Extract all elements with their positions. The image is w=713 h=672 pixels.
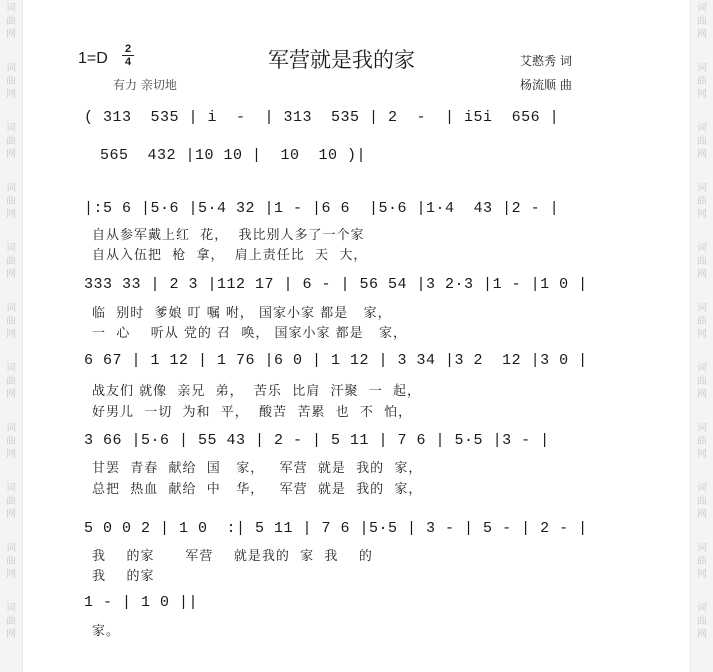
watermark-glyph: 网 [6,509,16,520]
watermark-glyph: 网 [6,29,16,40]
notation-row-8: 1 - | 1 0 || [84,594,199,611]
watermark-glyph: 曲 [6,616,16,627]
watermark-glyph: 词 [6,303,16,314]
notation-row-5: 6 67 | 1 12 | 1 76 |6 0 | 1 12 | 3 34 |3 2 12 |3 0 | [84,352,588,369]
watermark-glyph: 词 [6,363,16,374]
time-top: 2 [124,43,132,55]
watermark-glyph: 词 [6,603,16,614]
watermark-glyph: 网 [697,269,707,280]
lyric-line-2b: 一 心 听从 党的 召 唤， 国家小家 都是 家， [92,326,407,341]
song-title: 军营就是我的家 [268,48,415,72]
lyric-line-2a: 临 别时 爹娘 叮 嘱 咐， 国家小家 都是 家， [92,306,392,321]
watermark-glyph: 网 [6,329,16,340]
watermark-glyph: 网 [697,389,707,400]
expression-mark: 有力 亲切地 [113,78,177,92]
notation-row-6: 3 66 |5·6 | 55 43 | 2 - | 5 11 | 7 6 | 5·5 |3 - | [84,432,550,449]
lyric-line-6: 家。 [92,624,121,639]
notation-row-1: ( 313 535 | i - | 313 535 | 2 - | i5i 656 | [84,109,560,126]
watermark-glyph: 词 [697,543,707,554]
watermark-glyph: 词 [697,423,707,434]
watermark-glyph: 词 [697,363,707,374]
watermark-glyph: 网 [6,569,16,580]
watermark-glyph: 网 [697,509,707,520]
lyricist-credit: 艾憨秀 词 [520,54,572,68]
lyric-line-5a: 我 的家 军营 就是我的 家 我 的 [92,549,373,564]
watermark-glyph: 网 [697,329,707,340]
watermark-glyph: 词 [697,303,707,314]
watermark-glyph: 词 [697,3,707,14]
watermark-glyph: 曲 [6,136,16,147]
lyric-line-3b: 好男儿 一切 为和 平， 酸苦 苦累 也 不 怕， [92,405,413,420]
watermark-glyph: 网 [697,89,707,100]
watermark-glyph: 网 [6,389,16,400]
watermark-glyph: 曲 [697,136,707,147]
watermark-glyph: 词 [697,483,707,494]
lyric-line-5b: 我 的家 [92,569,155,584]
watermark-glyph: 词 [6,123,16,134]
watermark-glyph: 曲 [6,556,16,567]
watermark-glyph: 词 [697,63,707,74]
watermark-glyph: 网 [697,449,707,460]
notation-row-2: 565 432 |10 10 | 10 10 )| [100,147,367,164]
composer-credit: 杨流顺 曲 [520,78,572,92]
watermark-glyph: 曲 [697,556,707,567]
watermark-glyph: 网 [6,269,16,280]
lyric-line-4a: 甘罢 青春 献给 国 家， 军营 就是 我的 家， [92,461,423,476]
watermark-glyph: 曲 [697,16,707,27]
watermark-glyph: 网 [697,149,707,160]
watermark-glyph: 词 [6,243,16,254]
watermark-glyph: 词 [6,63,16,74]
lyric-line-1b: 自从入伍把 枪 拿， 肩上责任比 天 大， [92,248,368,263]
time-bottom: 4 [124,56,132,68]
time-signature [122,44,134,67]
watermark-glyph: 曲 [697,256,707,267]
watermark-glyph: 词 [697,123,707,134]
watermark-glyph: 词 [6,3,16,14]
watermark-glyph: 曲 [697,196,707,207]
lyric-line-1a: 自从参军戴上红 花， 我比别人多了一个家 [92,228,365,243]
watermark-glyph: 曲 [6,316,16,327]
watermark-glyph: 曲 [6,436,16,447]
watermark-glyph: 曲 [697,376,707,387]
key-signature: 1=D [78,50,108,67]
watermark-glyph: 网 [697,629,707,640]
watermark-glyph: 网 [6,449,16,460]
watermark-glyph: 曲 [6,256,16,267]
watermark-glyph: 曲 [6,376,16,387]
watermark-glyph: 曲 [6,16,16,27]
watermark-glyph: 词 [697,603,707,614]
watermark-glyph: 网 [6,149,16,160]
watermark-glyph: 曲 [697,76,707,87]
watermark-glyph: 词 [697,243,707,254]
watermark-glyph: 词 [6,543,16,554]
watermark-glyph: 词 [697,183,707,194]
notation-row-7: 5 0 0 2 | 1 0 :| 5 11 | 7 6 |5·5 | 3 - | 5 - | 2 - | [84,520,588,537]
watermark-glyph: 词 [6,483,16,494]
watermark-glyph: 网 [6,89,16,100]
lyric-line-4b: 总把 热血 献给 中 华， 军营 就是 我的 家， [92,482,423,497]
watermark-glyph: 曲 [6,76,16,87]
watermark-glyph: 曲 [6,496,16,507]
watermark-glyph: 曲 [697,496,707,507]
notation-row-3: |:5 6 |5·6 |5·4 32 |1 - |6 6 |5·6 |1·4 43 |2 - | [84,200,560,217]
lyric-line-3a: 战友们 就像 亲兄 弟， 苦乐 比肩 汗聚 一 起， [92,384,421,399]
notation-row-4: 333 33 | 2 3 |112 17 | 6 - | 56 54 |3 2·3 |1 - |1 0 | [84,276,588,293]
watermark-glyph: 网 [697,209,707,220]
watermark-glyph: 网 [6,209,16,220]
watermark-glyph: 词 [6,423,16,434]
watermark-glyph: 网 [697,569,707,580]
watermark-glyph: 网 [697,29,707,40]
watermark-glyph: 网 [6,629,16,640]
watermark-glyph: 曲 [697,436,707,447]
watermark-glyph: 词 [6,183,16,194]
watermark-glyph: 曲 [697,316,707,327]
watermark-glyph: 曲 [697,616,707,627]
watermark-glyph: 曲 [6,196,16,207]
